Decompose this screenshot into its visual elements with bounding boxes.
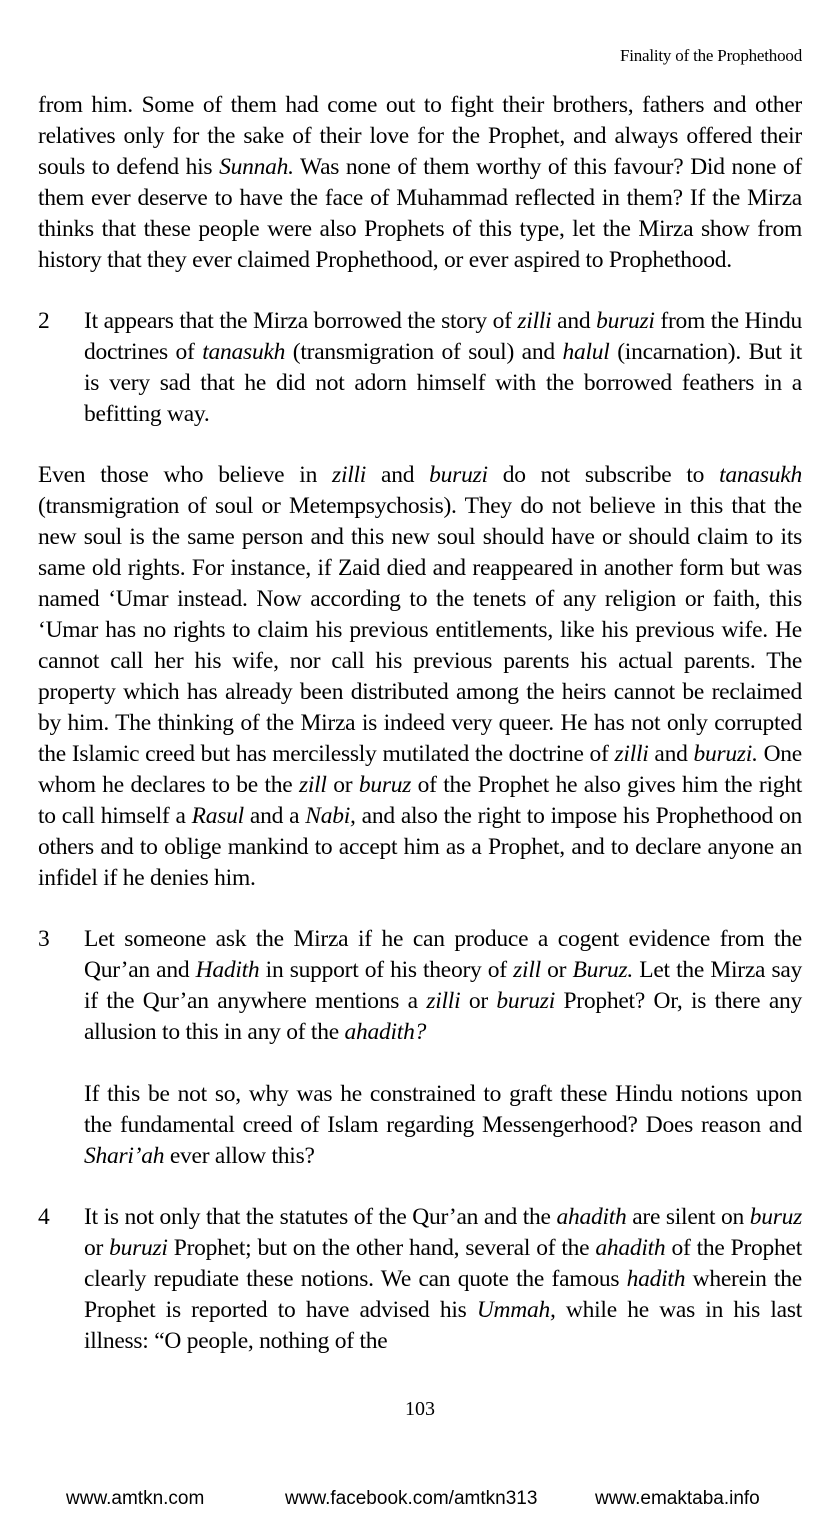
list-number: 2 <box>38 308 50 334</box>
footer-link-emaktaba[interactable]: www.emaktaba.info <box>595 1488 760 1509</box>
list-item-text: Let someone ask the Mirza if he can produce a cogent evidence from the Qur’an and Hadith in support of his theory of zill or Buruz. Let the Mirza say if the Qur’an anywhere mentions a zilli or buruzi Prophet? Or, is there any allusion to this in any of the ahadith? <box>84 926 803 1045</box>
paragraph-2: Even those who believe in zilli and buruzi do not subscribe to tanasukh (transmigration of soul or Metempsychosis). They do not believe in this that the new soul is the same person and this new soul should have or should claim to its same old rights. For instance, if Zaid died and reappeared in another form but was named ‘Umar instead. Now according to the tenets of any religion or faith, this ‘Umar has no rights to claim his previous entitlements, like his previous wife. He cannot call her his wife, nor call his previous parents his actual parents. The property which has already been distributed among the heirs cannot be reclaimed by him. The thinking of the Mirza is indeed very queer. He has not only corrupted the Islamic creed but has mercilessly mutilated the doctrine of zilli and buruzi. One whom he declares to be the zill or buruz of the Prophet he also gives him the right to call himself a Rasul and a Nabi, and also the right to impose his Prophethood on others and to oblige mankind to accept him as a Prophet, and to declare anyone an infidel if he denies him. <box>38 462 803 891</box>
list-item-3 <box>38 924 802 1172</box>
running-header-title: Finality of the Prophethood <box>619 46 802 65</box>
paragraph-1: from him. Some of them had come out to fight their brothers, fathers and other relatives only for the sake of their love for the Prophet, and always offered their souls to defend his Sunnah. Was none of them worthy of this favour? Did none of them ever deserve to have the face of Muhammad reflected in them? If the Mirza thinks that these people were also Prophets of this type, let the Mirza show from history that they ever claimed Prophethood, or ever aspired to Prophethood. <box>38 92 802 273</box>
list-item-text: It is not only that the statutes of the Qur’an and the ahadith are silent on buruz or buruzi Prophet; but on the other hand, several of the ahadith of the Prophet clearly repudiate these notions. We can quote the famous hadith wherein the Prophet is reported to have advised his Ummah, while he was in his last illness: “O people, nothing of the <box>84 1204 803 1354</box>
list-number: 4 <box>38 1204 50 1230</box>
list-item-text: It appears that the Mirza borrowed the story of zilli and buruzi from the Hindu doctrines of tanasukh (transmigration of soul) and halul (incarnation). But it is very sad that he did not adorn himself with the borrowed feathers in a befitting way. <box>84 308 803 427</box>
list-item-text-continued: If this be not so, why was he constrained to graft these Hindu notions upon the fundamental creed of Islam regarding Messengerhood? Does reason and Shari’ah ever allow this? <box>84 1081 802 1169</box>
footer-link-amtkn[interactable]: www.amtkn.com <box>66 1488 205 1509</box>
list-number: 3 <box>38 926 50 952</box>
page-number: 103 <box>405 1398 435 1420</box>
footer-link-facebook[interactable]: www.facebook.com/amtkn313 <box>285 1488 538 1509</box>
page-body <box>38 90 802 1387</box>
list-item-4 <box>38 1202 802 1357</box>
list-item-2 <box>38 306 802 430</box>
